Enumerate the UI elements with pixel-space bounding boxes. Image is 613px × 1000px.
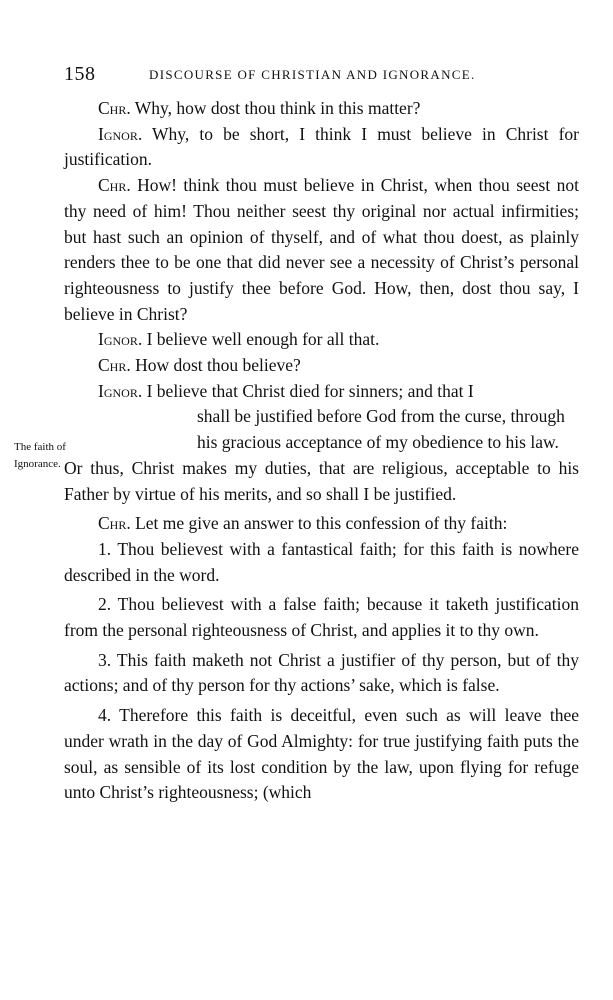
dialogue-paragraph: [64, 379, 579, 456]
paragraph-text: 3. This faith maketh not Christ a justifier of thy person, but of thy actions; and of thy person for thy actions’ sake, which is false.: [64, 649, 579, 696]
numbered-paragraph: [64, 648, 579, 699]
paragraph-text: Why, how dost thou think in this matter?: [130, 98, 421, 118]
paragraph-text: shall be justified before God from the curse, through: [197, 406, 565, 427]
paragraph-text: How dost thou believe?: [130, 355, 301, 376]
speaker-label: Ignor.: [98, 329, 143, 350]
paragraph-text: Why, to be short, I think I must believe in Christ for justification.: [64, 123, 579, 170]
dialogue-paragraph: [64, 327, 579, 353]
page-body: [64, 96, 579, 806]
paragraph-text: 2. Thou believest with a false faith; because it taketh justification from the personal righteousness of Christ, and applies it to thy own.: [64, 594, 579, 641]
dialogue-paragraph: [64, 511, 579, 537]
numbered-paragraph: [64, 537, 579, 588]
dialogue-paragraph: [64, 353, 579, 379]
speaker-label: Chr.: [98, 513, 131, 534]
margin-note-line: The faith of: [14, 441, 66, 453]
speaker-label: Chr.: [98, 175, 131, 196]
numbered-paragraph: [64, 703, 579, 806]
running-title: DISCOURSE OF CHRISTIAN AND IGNORANCE.: [149, 67, 476, 82]
numbered-paragraph: [64, 592, 579, 643]
paragraph-text: Or thus, Christ makes my duties, that are religious, acceptable to his Father by virtue of his merits, and so shall I be justified.: [64, 457, 579, 504]
speaker-label: Chr.: [98, 98, 131, 118]
paragraph-text: 4. Therefore this faith is deceitful, even such as will leave thee under wrath in the day of God Almighty: for true justifying faith puts the soul, as sensible of its lost condition by the law, upon flying for refuge unto Christ’s righteousness; (which: [64, 705, 579, 803]
paragraph-text: Let me give an answer to this confession of thy faith:: [130, 513, 508, 534]
page-number: 158: [64, 63, 96, 85]
page-header: [64, 62, 504, 86]
speaker-label: Ignor.: [98, 123, 143, 144]
dialogue-paragraph-continued: [64, 456, 579, 507]
margin-note-line: Ignorance.: [14, 458, 61, 470]
paragraph-text: How! think thou must believe in Christ, when thou seest not thy need of him! Thou neither seest thy original nor actual infirmities; but hast such an opinion of thyself, and of what thou doest, as plainly renders thee to be one that did never see a necessity of Christ’s personal righteousness to justify thee before God. How, then, dost thou say, I believe in Christ?: [64, 175, 579, 324]
paragraph-text: 1. Thou believest with a fantastical faith; for this faith is nowhere described in the word.: [64, 538, 579, 585]
speaker-label: Chr.: [98, 355, 131, 376]
paragraph-text: his gracious acceptance of my obedience to his law.: [197, 432, 559, 453]
dialogue-paragraph: [64, 96, 579, 122]
dialogue-paragraph: [64, 173, 579, 327]
dialogue-paragraph: [64, 122, 579, 173]
speaker-label: Ignor.: [98, 380, 143, 401]
paragraph-text: I believe that Christ died for sinners; and that I: [142, 380, 474, 401]
paragraph-text: I believe well enough for all that.: [142, 329, 380, 350]
